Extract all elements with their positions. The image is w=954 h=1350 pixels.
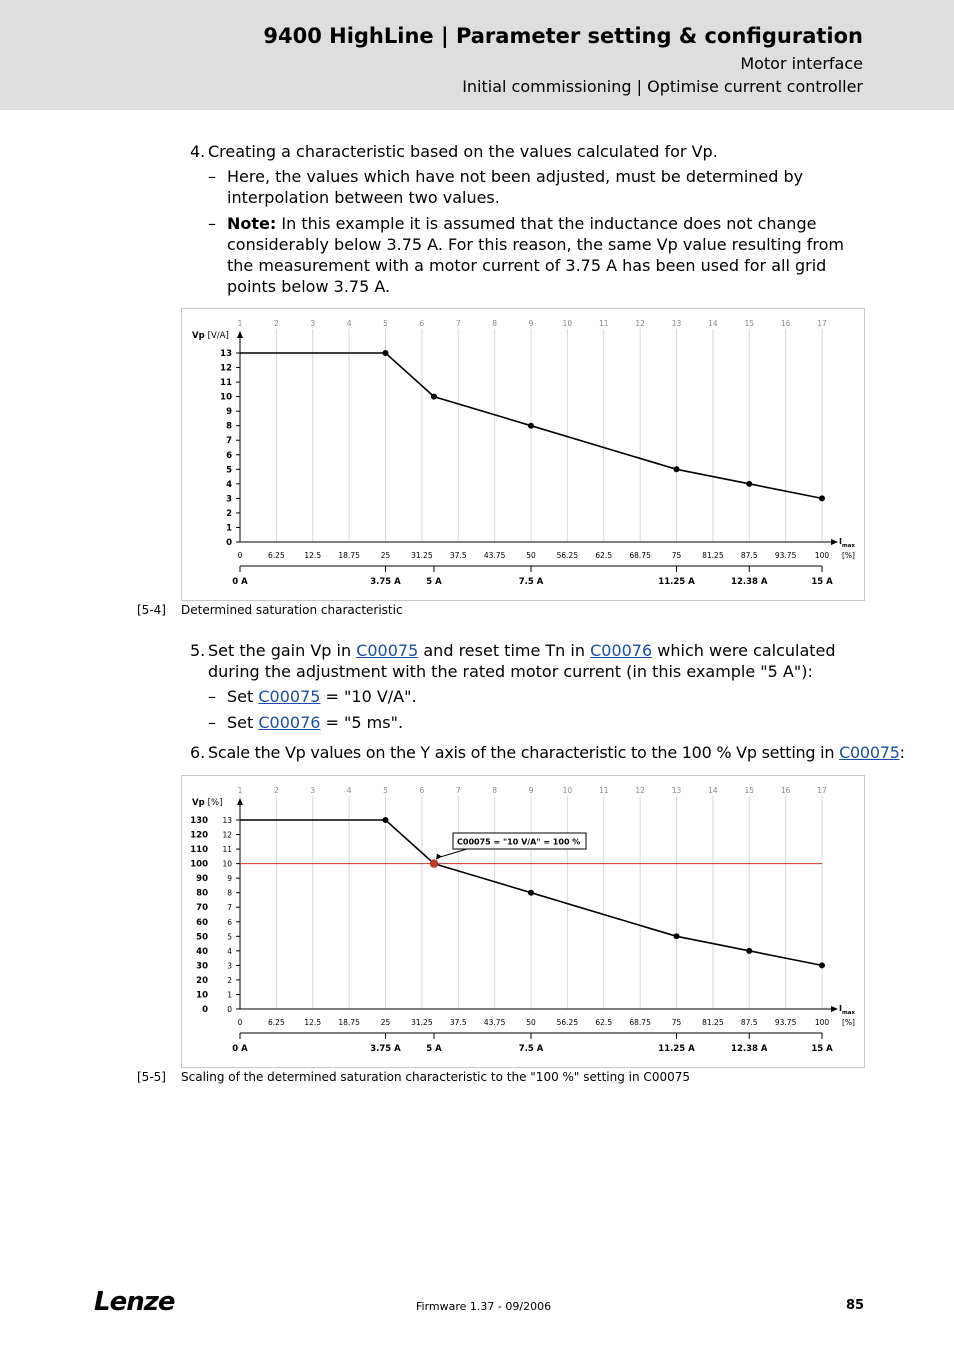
x-tick-label: 6.25 (268, 551, 285, 560)
grid-number-label: 8 (492, 786, 498, 795)
y-tick-label: 11 (220, 378, 232, 389)
grid-number-label: 6 (419, 319, 425, 328)
grid-number-label: 3 (310, 319, 316, 328)
y-tick-label: 13 (222, 816, 232, 825)
y-tick-label: 12 (222, 830, 232, 840)
x-tick-label: 25 (380, 551, 391, 560)
y-tick-label: 3 (226, 494, 232, 505)
link-c00075[interactable]: C00075 (839, 743, 900, 762)
saturation-chart (182, 309, 864, 600)
current-label: 15 A (811, 1044, 833, 1054)
x-axis-label-main: I (839, 537, 842, 546)
y-tick-label: 7 (226, 436, 232, 447)
y-tick-label: 9 (226, 407, 232, 418)
x-axis-arrow (831, 1006, 838, 1012)
x-axis-unit: [%] (842, 551, 855, 560)
y-tick-label: 8 (226, 421, 232, 432)
x-tick-label: 43.75 (483, 551, 506, 560)
y-percent-tick-label: 100 (190, 859, 208, 870)
y-tick-label: 0 (226, 538, 232, 548)
y-axis-label-name: Vp (192, 798, 205, 808)
bullet-text: Here, the values which have not been adjusted, must be determined by interpolation between two values. (227, 167, 804, 207)
grid-number-label: 3 (310, 786, 316, 795)
document-title: 9400 HighLine | Parameter setting & configuration (263, 24, 863, 48)
y-percent-tick-label: 30 (196, 961, 208, 972)
x-tick-label: 62.5 (595, 551, 613, 560)
current-label: 0 A (232, 1044, 248, 1054)
y-tick-label: 11 (222, 845, 232, 855)
y-tick-label: 4 (226, 479, 232, 490)
lenze-logo: Lenze (94, 1287, 175, 1317)
x-tick-label: 6.25 (268, 1018, 285, 1027)
link-c00076[interactable]: C00076 (258, 713, 321, 732)
y-axis-label (192, 798, 222, 808)
figure-scaled-characteristic (181, 775, 865, 1068)
y-percent-tick-label: 80 (196, 888, 208, 899)
grid-number-label: 2 (273, 319, 279, 328)
y-tick-label: 2 (226, 508, 232, 519)
y-axis-label-unit: [V/A] (207, 331, 229, 341)
x-tick-label: 37.5 (449, 1018, 467, 1027)
x-tick-label: 68.75 (629, 1018, 651, 1027)
current-label: 11.25 A (658, 577, 695, 587)
data-point (430, 859, 438, 867)
x-axis-label-main: I (839, 1004, 842, 1013)
y-tick-label: 5 (226, 465, 232, 476)
grid-number-label: 11 (598, 786, 609, 795)
data-point (819, 962, 825, 968)
y-tick-label: 0 (227, 1005, 232, 1014)
y-tick-label: 8 (227, 888, 232, 898)
y-tick-label: 10 (222, 859, 232, 869)
x-tick-label: 100 (814, 551, 830, 560)
x-tick-label: 56.25 (556, 1018, 579, 1027)
y-tick-label: 5 (227, 932, 232, 942)
note-text: In this example it is assumed that the inductance does not change considerably below 3.75 A. For this reason, the same Vp value resulting from the measurement with a motor current of 3.75 A has been used for all grid points below 3.75 A. (227, 214, 844, 296)
grid-number-label: 6 (419, 786, 425, 795)
current-label: 12.38 A (731, 1044, 768, 1054)
annotation-label: C00075 = "10 V/A" = 100 % (457, 837, 581, 847)
y-tick-label: 7 (227, 903, 232, 913)
grid-number-label: 14 (708, 319, 718, 328)
step-text: Creating a characteristic based on the values calculated for Vp. (208, 142, 718, 161)
x-tick-label: 50 (526, 551, 536, 560)
figure-caption: Scaling of the determined saturation characteristic to the "100 %" setting in C00075 (181, 1070, 690, 1084)
x-tick-label: 87.5 (740, 1018, 758, 1027)
data-point (746, 481, 752, 487)
x-tick-label: 87.5 (740, 551, 758, 560)
x-tick-label: 12.5 (304, 1018, 322, 1027)
link-c00076[interactable]: C00076 (590, 641, 653, 660)
x-tick-label: 93.75 (774, 551, 797, 560)
y-percent-tick-label: 70 (196, 903, 208, 914)
grid-number-label: 16 (780, 786, 791, 795)
data-point (819, 495, 825, 501)
figure-saturation-characteristic (181, 308, 865, 601)
link-c00075[interactable]: C00075 (356, 641, 419, 660)
scaled-saturation-chart (182, 776, 864, 1067)
current-label: 7.5 A (518, 577, 544, 587)
current-label: 15 A (811, 577, 833, 587)
y-percent-tick-label: 10 (196, 990, 208, 1001)
grid-number-label: 2 (273, 786, 279, 795)
grid-number-label: 11 (598, 319, 609, 328)
y-percent-tick-label: 90 (196, 874, 208, 885)
page-header (0, 0, 954, 110)
grid-number-label: 13 (671, 319, 682, 328)
data-point (383, 817, 389, 823)
y-tick-label: 12 (220, 363, 232, 374)
y-axis-label (192, 331, 229, 341)
grid-number-label: 15 (744, 786, 755, 795)
link-c00075[interactable]: C00075 (258, 687, 321, 706)
grid-number-label: 17 (817, 786, 827, 795)
grid-number-label: 1 (237, 786, 243, 795)
y-tick-label: 1 (226, 523, 232, 534)
firmware-version: Firmware 1.37 - 09/2006 (416, 1300, 552, 1313)
step-number: 4. (190, 142, 206, 161)
current-label: 3.75 A (370, 1044, 401, 1054)
note-label: Note: (227, 214, 277, 233)
x-tick-label: 0 (237, 551, 243, 560)
x-tick-label: 18.75 (338, 551, 360, 560)
current-label: 0 A (232, 577, 248, 587)
grid-number-label: 5 (383, 786, 388, 795)
y-axis-arrow (237, 798, 243, 805)
x-tick-label: 12.5 (304, 551, 322, 560)
current-label: 5 A (426, 1044, 442, 1054)
grid-number-label: 7 (455, 786, 461, 795)
grid-number-label: 13 (671, 786, 682, 795)
grid-number-label: 16 (780, 319, 791, 328)
y-axis-label-name: Vp (192, 331, 205, 341)
grid-number-label: 15 (744, 319, 755, 328)
y-percent-tick-label: 130 (190, 816, 208, 826)
x-axis-unit: [%] (842, 1018, 855, 1027)
x-tick-label: 62.5 (595, 1018, 613, 1027)
x-tick-label: 56.25 (556, 551, 579, 560)
figure-number: [5-5] (137, 1070, 166, 1084)
y-axis-label-unit: [%] (207, 798, 223, 808)
step-number: 5. (190, 641, 206, 660)
x-tick-label: 37.5 (449, 551, 467, 560)
current-label: 7.5 A (518, 1044, 544, 1054)
data-point (431, 394, 437, 400)
grid-number-label: 5 (383, 319, 388, 328)
grid-number-label: 10 (562, 786, 573, 795)
x-axis-label-sub: max (841, 543, 855, 549)
page-number: 85 (846, 1298, 865, 1313)
grid-number-label: 9 (528, 319, 534, 328)
subsection-title: Initial commissioning | Optimise current controller (462, 77, 863, 96)
y-tick-label: 3 (227, 961, 232, 971)
x-tick-label: 0 (237, 1018, 243, 1027)
y-tick-label: 13 (220, 349, 232, 359)
x-tick-label: 75 (671, 551, 682, 560)
current-label: 5 A (426, 577, 442, 587)
grid-number-label: 12 (635, 319, 645, 328)
y-tick-label: 6 (226, 450, 232, 461)
y-percent-tick-label: 40 (196, 946, 208, 957)
grid-number-label: 17 (817, 319, 827, 328)
x-tick-label: 81.25 (702, 551, 724, 560)
grid-number-label: 1 (237, 319, 243, 328)
y-tick-label: 6 (227, 917, 232, 927)
y-percent-tick-label: 50 (196, 932, 208, 943)
annotation-pointer (438, 849, 467, 858)
data-point (674, 933, 680, 939)
grid-number-label: 4 (346, 319, 352, 328)
data-point (528, 890, 534, 896)
grid-number-label: 4 (346, 786, 352, 795)
x-tick-label: 100 (814, 1018, 830, 1027)
y-percent-tick-label: 110 (190, 845, 208, 856)
y-tick-label: 9 (227, 874, 232, 884)
x-tick-label: 93.75 (774, 1018, 797, 1027)
y-percent-tick-label: 0 (202, 1005, 208, 1015)
grid-number-label: 7 (455, 319, 461, 328)
current-label: 3.75 A (370, 577, 401, 587)
y-percent-tick-label: 20 (196, 975, 208, 986)
x-axis-label-sub: max (841, 1010, 855, 1016)
x-axis-label (839, 1004, 855, 1016)
y-percent-tick-label: 120 (190, 830, 208, 841)
x-axis-label (839, 537, 855, 549)
annotation-arrowhead (436, 854, 442, 860)
x-tick-label: 25 (380, 1018, 391, 1027)
figure-number: [5-4] (137, 603, 166, 617)
step-number: 6. (190, 743, 206, 762)
grid-number-label: 8 (492, 319, 498, 328)
grid-number-label: 9 (528, 786, 534, 795)
grid-number-label: 10 (562, 319, 573, 328)
x-tick-label: 43.75 (483, 1018, 506, 1027)
figure-caption: Determined saturation characteristic (181, 603, 403, 617)
data-point (383, 350, 389, 356)
x-tick-label: 68.75 (629, 551, 651, 560)
data-point (674, 466, 680, 472)
x-tick-label: 75 (671, 1018, 682, 1027)
x-axis-arrow (831, 539, 838, 545)
x-tick-label: 18.75 (338, 1018, 360, 1027)
grid-number-label: 14 (708, 786, 718, 795)
current-label: 11.25 A (658, 1044, 695, 1054)
y-tick-label: 2 (227, 975, 232, 985)
y-tick-label: 4 (227, 946, 232, 956)
x-tick-label: 31.25 (411, 551, 433, 560)
section-title: Motor interface (740, 54, 863, 73)
y-percent-tick-label: 60 (196, 917, 208, 928)
x-tick-label: 81.25 (702, 1018, 724, 1027)
y-tick-label: 10 (220, 392, 232, 403)
x-tick-label: 50 (526, 1018, 536, 1027)
y-tick-label: 1 (227, 990, 232, 1000)
y-axis-arrow (237, 331, 243, 338)
grid-number-label: 12 (635, 786, 645, 795)
current-label: 12.38 A (731, 577, 768, 587)
x-tick-label: 31.25 (411, 1018, 433, 1027)
data-point (528, 423, 534, 429)
data-point (746, 948, 752, 954)
